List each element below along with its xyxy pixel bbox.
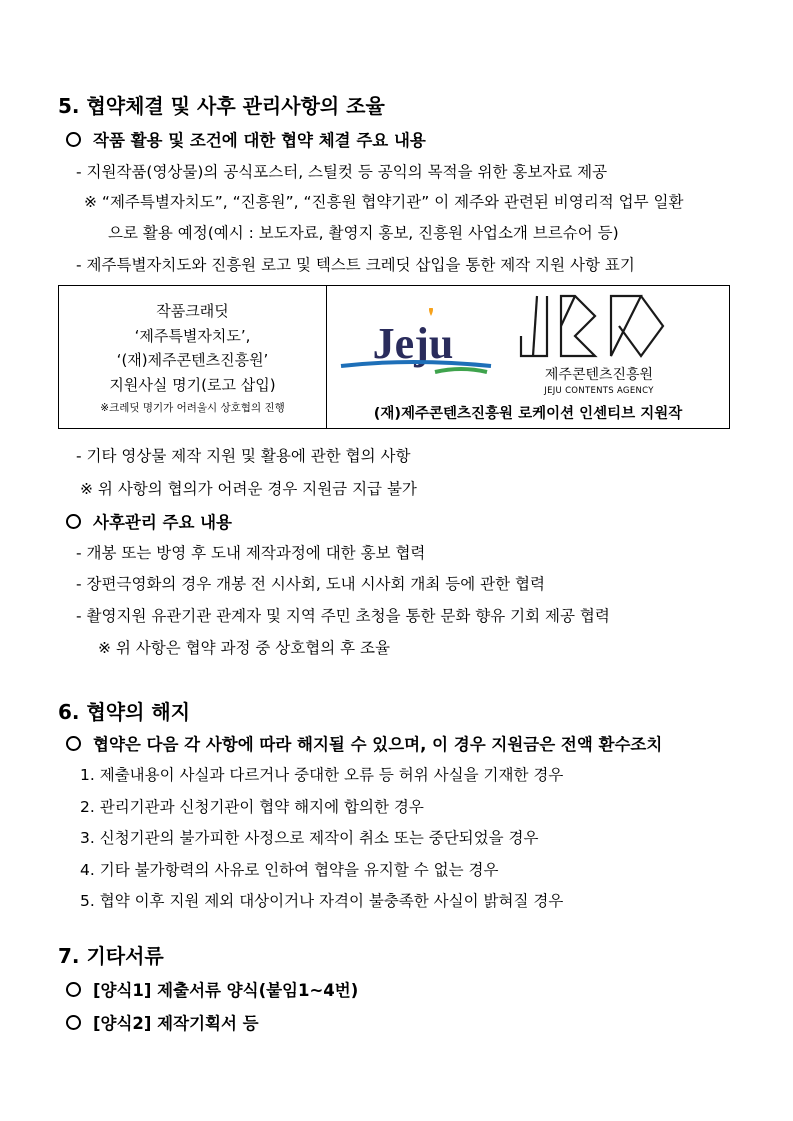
section-5-item-4: - 개봉 또는 방영 후 도내 제작과정에 대한 홍보 협력 xyxy=(76,544,426,562)
section-5-item-2: - 제주특별자치도와 진흥원 로고 및 텍스트 크레딧 삽입을 통한 제작 지원 사항 표기 xyxy=(76,256,635,274)
circle-bullet-icon xyxy=(66,132,81,147)
section-5-sub1-text: 작품 활용 및 조건에 대한 협약 체결 주요 내용 xyxy=(93,131,426,150)
section-5-note-1b: 으로 활용 예정(예시 : 보도자료, 촬영지 홍보, 진흥원 사업소개 브르슈어 등) xyxy=(108,224,619,242)
credit-table xyxy=(58,285,730,429)
section-5-item-5: - 장편극영화의 경우 개봉 전 시사회, 도내 시사회 개최 등에 관한 협력 xyxy=(76,575,545,593)
credit-line-2: ‘제주특별자치도’, xyxy=(134,326,251,345)
section-6-item-4: 4. 기타 불가항력의 사유로 인하여 협약을 유지할 수 없는 경우 xyxy=(80,861,499,879)
section-7-item-1 xyxy=(66,977,358,1001)
section-6-item-2: 2. 관리기관과 신청기관이 협약 해지에 합의한 경우 xyxy=(80,798,424,816)
section-5-sub1 xyxy=(66,127,426,151)
jca-logo xyxy=(509,292,689,398)
section-6-heading: 6. 협약의 해지 xyxy=(58,700,191,724)
credit-line-4: 지원사실 명기(로고 삽입) xyxy=(109,375,276,394)
section-6-item-3: 3. 신청기관의 불가피한 사정으로 제작이 취소 또는 중단되었을 경우 xyxy=(80,829,539,847)
circle-bullet-icon xyxy=(66,736,81,751)
section-7-item-2 xyxy=(66,1010,259,1034)
jca-english-name: JEJU CONTENTS AGENCY xyxy=(544,386,654,396)
section-7-heading: 7. 기타서류 xyxy=(58,944,164,968)
section-5-item-3: - 기타 영상물 제작 지원 및 활용에 관한 협의 사항 xyxy=(76,447,411,465)
section-7-item-2-text: [양식2] 제작기획서 등 xyxy=(93,1014,259,1033)
circle-bullet-icon xyxy=(66,982,81,997)
circle-bullet-icon xyxy=(66,1015,81,1030)
section-5-sub2 xyxy=(66,509,232,533)
section-6-sub xyxy=(66,731,662,755)
section-6-item-1: 1. 제출내용이 사실과 다르거나 중대한 오류 등 허위 사실을 기재한 경우 xyxy=(80,766,564,784)
section-7-item-1-text: [양식1] 제출서류 양식(붙임1~4번) xyxy=(93,981,359,1000)
jeju-logo-text: Jeju xyxy=(372,319,454,368)
section-6-sub-text: 협약은 다음 각 사항에 따라 해지될 수 있으며, 이 경우 지원금은 전액 환수조치 xyxy=(93,735,663,754)
circle-bullet-icon xyxy=(66,514,81,529)
section-5-note-3: ※ 위 사항의 협의가 어려운 경우 지원금 지급 불가 xyxy=(80,480,417,498)
section-5-item-6: - 촬영지원 유관기관 관계자 및 지역 주민 초청을 통한 문화 향유 기회 제공 협력 xyxy=(76,607,610,625)
credit-line-1: 작품크래딧 xyxy=(156,302,229,320)
jca-mark-icon xyxy=(517,292,667,360)
section-5-note-1a: ※ “제주특별자치도”, “진흥원”, “진흥원 협약기관” 이 제주와 관련된 비영리적 업무 일환 xyxy=(84,193,684,211)
section-5-note-6: ※ 위 사항은 협약 과정 중 상호협의 후 조율 xyxy=(98,639,390,657)
section-5-sub2-text: 사후관리 주요 내용 xyxy=(93,513,233,532)
credit-logo-cell xyxy=(327,286,729,428)
jca-name: 제주콘텐츠진흥원 xyxy=(544,367,654,383)
credit-line-5: ※크레딧 명기가 어려울시 상호협의 진행 xyxy=(100,402,285,414)
section-5-item-1: - 지원작품(영상물)의 공식포스터, 스틸컷 등 공익의 목적을 위한 홍보자료 제공 xyxy=(76,163,608,181)
credit-text-cell xyxy=(59,286,327,428)
section-6-item-5: 5. 협약 이후 지원 제외 대상이거나 자격이 불충족한 사실이 밝혀질 경우 xyxy=(80,892,564,910)
section-5-heading: 5. 협약체결 및 사후 관리사항의 조율 xyxy=(58,94,385,118)
credit-caption: (재)제주콘텐츠진흥원 로케이션 인센티브 지원작 xyxy=(373,406,683,422)
jeju-logo-icon xyxy=(335,308,495,380)
credit-line-3: ‘(재)제주콘텐츠진흥원’ xyxy=(116,351,269,369)
